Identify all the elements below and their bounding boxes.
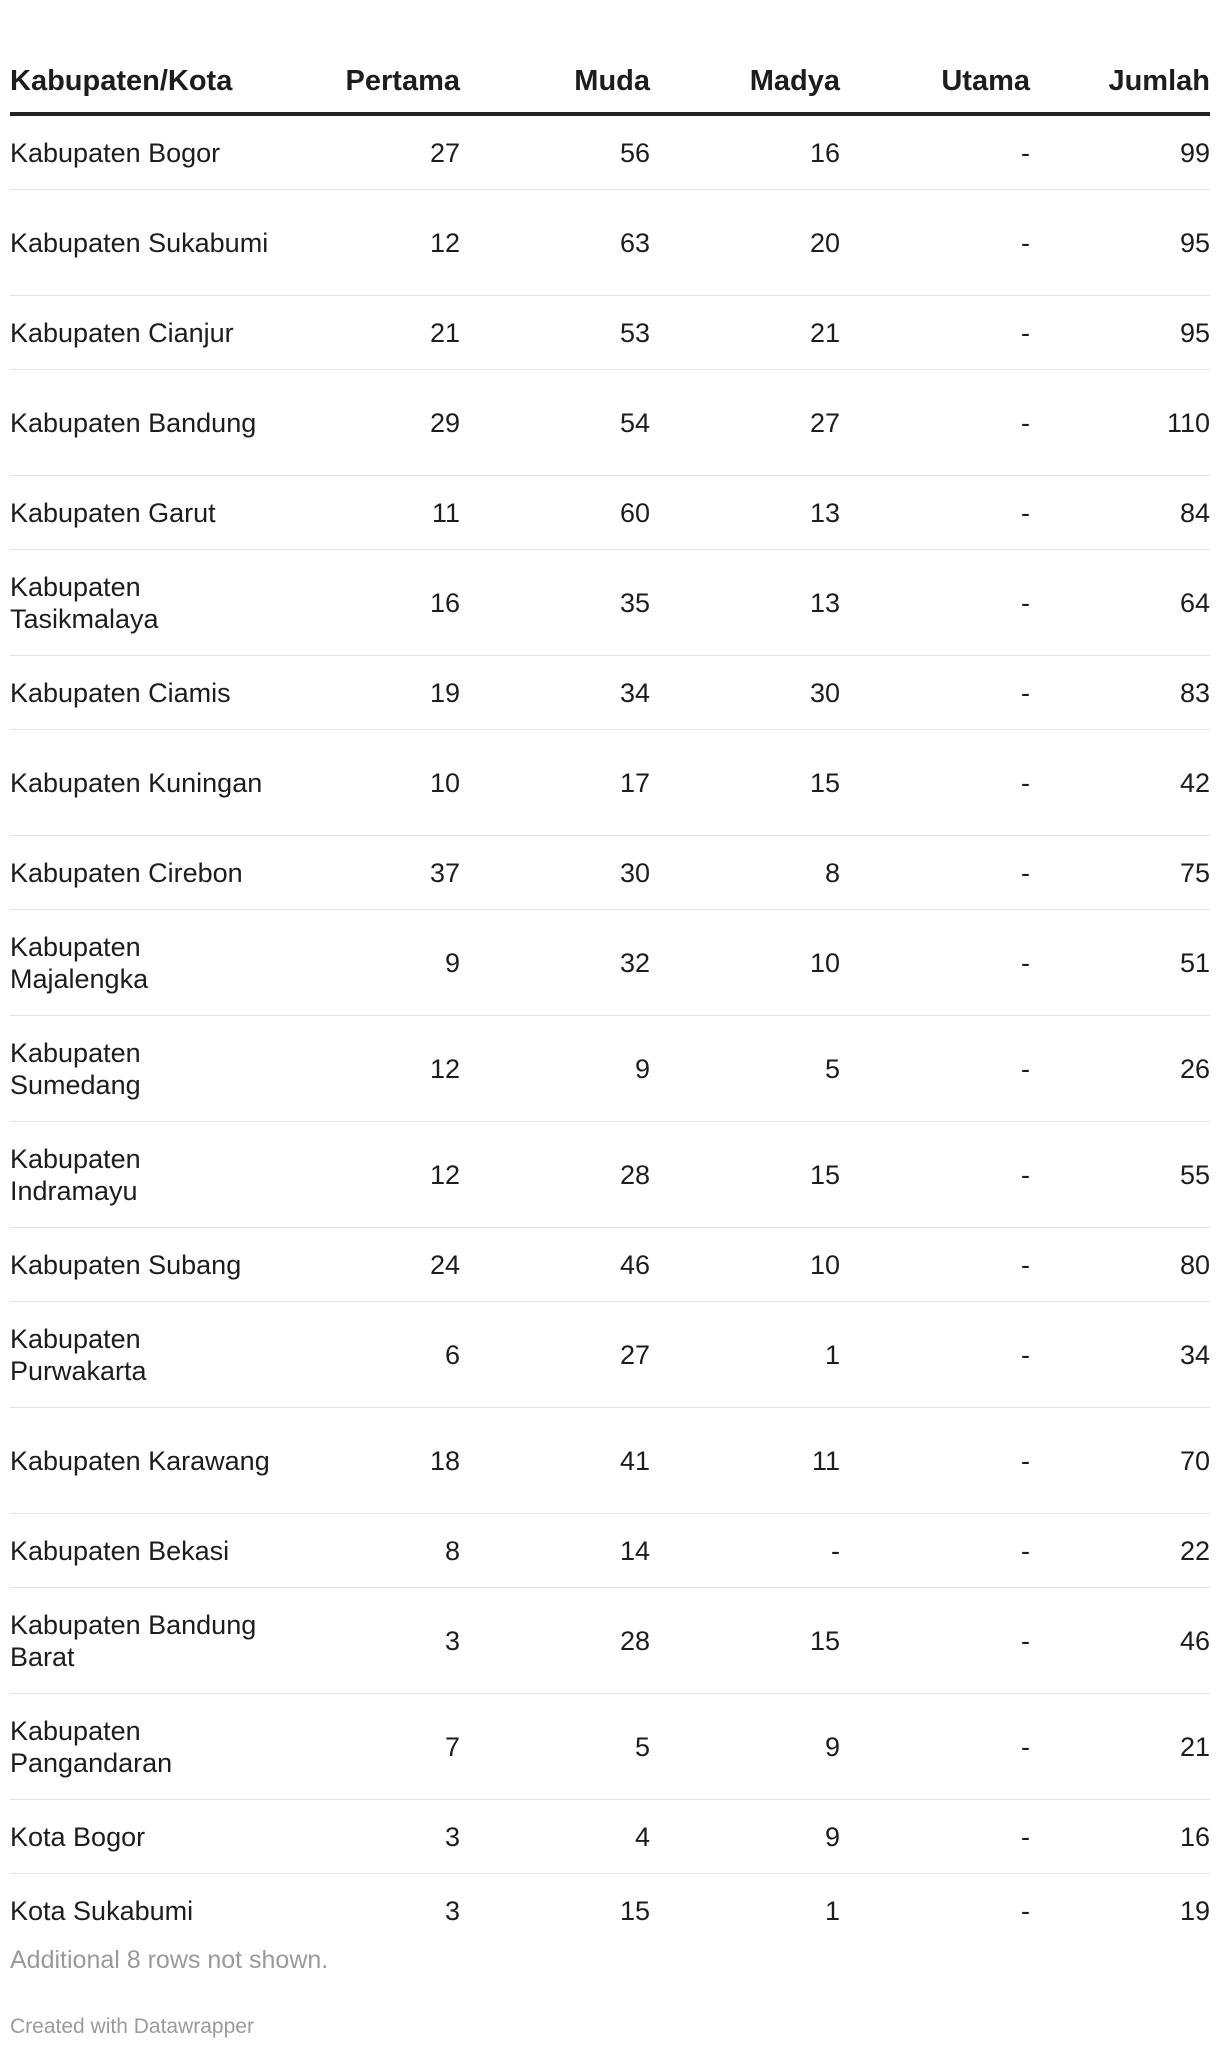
- cell-name: Kabupaten Indramayu: [10, 1122, 270, 1228]
- cell-madya: 20: [650, 190, 840, 296]
- cell-name: Kabupaten Bogor: [10, 114, 270, 190]
- cell-madya: 5: [650, 1016, 840, 1122]
- cell-name: Kabupaten Sumedang: [10, 1016, 270, 1122]
- table-row: [10, 190, 1210, 296]
- cell-jumlah: 110: [1030, 370, 1210, 476]
- cell-pertama: 7: [270, 1694, 460, 1800]
- cell-jumlah: 16: [1030, 1800, 1210, 1874]
- datawrapper-credit: Created with Datawrapper: [10, 2015, 254, 2038]
- data-table: [10, 0, 1210, 1947]
- cell-pertama: 27: [270, 114, 460, 190]
- column-header-kabupaten-kota[interactable]: Kabupaten/Kota: [10, 0, 270, 114]
- cell-utama: -: [840, 656, 1030, 730]
- cell-madya: -: [650, 1514, 840, 1588]
- cell-madya: 1: [650, 1302, 840, 1408]
- cell-name: Kabupaten Bandung: [10, 370, 270, 476]
- cell-pertama: 12: [270, 1122, 460, 1228]
- cell-jumlah: 19: [1179, 1895, 1210, 1926]
- cell-utama: -: [840, 370, 1030, 476]
- table-row: [10, 1302, 1210, 1408]
- cell-madya: 11: [650, 1408, 840, 1514]
- cell-utama: -: [840, 1588, 1030, 1694]
- cell-jumlah: 80: [1030, 1228, 1210, 1302]
- cell-utama: -: [840, 730, 1030, 836]
- cell-utama: -: [840, 476, 1030, 550]
- cell-name: Kabupaten Garut: [10, 476, 270, 550]
- cell-pertama: 10: [270, 730, 460, 836]
- cell-muda: 30: [460, 836, 650, 910]
- table-row: [10, 1122, 1210, 1228]
- cell-jumlah: 55: [1030, 1122, 1210, 1228]
- cell-name: Kabupaten Subang: [10, 1228, 270, 1302]
- cell-muda: 15: [619, 1895, 650, 1926]
- table-row: [10, 656, 1210, 730]
- cell-utama: -: [840, 550, 1030, 656]
- cell-name: Kabupaten Karawang: [10, 1408, 270, 1514]
- cell-pertama: 18: [270, 1408, 460, 1514]
- cell-muda: 27: [460, 1302, 650, 1408]
- cell-jumlah: 95: [1030, 296, 1210, 370]
- cell-madya: 8: [650, 836, 840, 910]
- cell-pertama: 19: [270, 656, 460, 730]
- cell-madya: 16: [650, 114, 840, 190]
- table-row: [10, 730, 1210, 836]
- cell-pertama: 16: [270, 550, 460, 656]
- table-row: [10, 1228, 1210, 1302]
- cell-muda: 56: [460, 114, 650, 190]
- cell-name: Kabupaten Pangandaran: [10, 1694, 270, 1800]
- cell-madya: 30: [650, 656, 840, 730]
- cell-utama: -: [840, 1228, 1030, 1302]
- cell-madya: 13: [650, 550, 840, 656]
- cell-name: Kabupaten Purwakarta: [10, 1302, 270, 1408]
- cell-name: Kabupaten Cianjur: [10, 296, 270, 370]
- table-row: [10, 836, 1210, 910]
- cell-madya: 15: [650, 730, 840, 836]
- cell-jumlah: 99: [1030, 114, 1210, 190]
- table-row: [10, 1800, 1210, 1874]
- cell-name: Kabupaten Sukabumi: [10, 190, 270, 296]
- cell-utama: -: [840, 1016, 1030, 1122]
- column-header-muda[interactable]: Muda: [460, 0, 650, 114]
- cell-utama: -: [840, 910, 1030, 1016]
- cell-madya: 9: [650, 1800, 840, 1874]
- rows-not-shown-note: Additional 8 rows not shown.: [10, 1946, 329, 1974]
- table-row: [10, 550, 1210, 656]
- cell-name: Kabupaten Majalengka: [10, 910, 270, 1016]
- cell-pertama: 8: [270, 1514, 460, 1588]
- cell-name: Kabupaten Cirebon: [10, 836, 270, 910]
- cell-pertama: 37: [270, 836, 460, 910]
- table-row: [10, 296, 1210, 370]
- cell-muda: 14: [460, 1514, 650, 1588]
- cell-muda: 53: [460, 296, 650, 370]
- cell-jumlah: 21: [1030, 1694, 1210, 1800]
- table-row: [10, 1874, 1210, 1948]
- cell-madya: 9: [650, 1694, 840, 1800]
- cell-muda: 32: [460, 910, 650, 1016]
- column-header-pertama[interactable]: Pertama: [270, 0, 460, 114]
- table-body: [10, 114, 1210, 1947]
- cell-utama: -: [840, 1694, 1030, 1800]
- cell-jumlah: 22: [1030, 1514, 1210, 1588]
- cell-muda: 28: [460, 1588, 650, 1694]
- cell-utama: -: [840, 1302, 1030, 1408]
- cell-utama: -: [840, 114, 1030, 190]
- cell-name: Kabupaten Bekasi: [10, 1514, 270, 1588]
- cell-jumlah: 64: [1030, 550, 1210, 656]
- cell-jumlah: 46: [1030, 1588, 1210, 1694]
- table-row: [10, 114, 1210, 190]
- cell-utama: -: [840, 296, 1030, 370]
- cell-pertama: 29: [270, 370, 460, 476]
- column-header-utama[interactable]: Utama: [840, 0, 1030, 114]
- cell-name: Kota Sukabumi: [10, 1895, 194, 1926]
- table-row: [10, 1514, 1210, 1588]
- table-row: [10, 1588, 1210, 1694]
- cell-pertama: 9: [270, 910, 460, 1016]
- cell-pertama: 24: [270, 1228, 460, 1302]
- cell-jumlah: 34: [1030, 1302, 1210, 1408]
- cell-jumlah: 51: [1030, 910, 1210, 1016]
- cell-utama: -: [840, 1122, 1030, 1228]
- cell-muda: 4: [460, 1800, 650, 1874]
- column-header-madya[interactable]: Madya: [650, 0, 840, 114]
- cell-jumlah: 42: [1030, 730, 1210, 836]
- cell-jumlah: 26: [1030, 1016, 1210, 1122]
- table-row: [10, 1016, 1210, 1122]
- cell-jumlah: 70: [1030, 1408, 1210, 1514]
- datawrapper-table-container: [10, 0, 1210, 1947]
- cell-pertama: 12: [270, 1016, 460, 1122]
- cell-pertama: 6: [270, 1302, 460, 1408]
- cell-pertama: 3: [270, 1588, 460, 1694]
- cell-name: Kabupaten Bandung Barat: [10, 1588, 270, 1694]
- table-row: [10, 476, 1210, 550]
- cell-name: Kota Bogor: [10, 1800, 270, 1874]
- cell-pertama: 21: [270, 296, 460, 370]
- table-row: [10, 370, 1210, 476]
- cell-madya: 10: [650, 1228, 840, 1302]
- cell-muda: 5: [460, 1694, 650, 1800]
- cell-muda: 9: [460, 1016, 650, 1122]
- cell-muda: 17: [460, 730, 650, 836]
- cell-muda: 28: [460, 1122, 650, 1228]
- cell-utama: -: [840, 1800, 1030, 1874]
- cell-utama: -: [840, 1514, 1030, 1588]
- cell-pertama: 3: [444, 1895, 460, 1926]
- cell-jumlah: 75: [1030, 836, 1210, 910]
- table-row: [10, 1694, 1210, 1800]
- cell-muda: 41: [460, 1408, 650, 1514]
- cell-utama: -: [840, 190, 1030, 296]
- table-row: [10, 910, 1210, 1016]
- cell-name: Kabupaten Tasikmalaya: [10, 550, 270, 656]
- cell-madya: 10: [650, 910, 840, 1016]
- cell-utama: -: [1021, 1895, 1030, 1926]
- cell-muda: 60: [460, 476, 650, 550]
- cell-madya: 21: [650, 296, 840, 370]
- cell-utama: -: [840, 1408, 1030, 1514]
- cell-jumlah: 83: [1030, 656, 1210, 730]
- cell-madya: 1: [824, 1895, 840, 1926]
- cell-muda: 54: [460, 370, 650, 476]
- cell-madya: 27: [650, 370, 840, 476]
- cell-name: Kabupaten Ciamis: [10, 656, 270, 730]
- table-header-row: [10, 0, 1210, 114]
- cell-muda: 34: [460, 656, 650, 730]
- cell-muda: 46: [460, 1228, 650, 1302]
- cell-muda: 35: [460, 550, 650, 656]
- cell-muda: 63: [460, 190, 650, 296]
- cell-jumlah: 84: [1030, 476, 1210, 550]
- cell-madya: 13: [650, 476, 840, 550]
- cell-madya: 15: [650, 1588, 840, 1694]
- cell-utama: -: [840, 836, 1030, 910]
- cell-pertama: 3: [270, 1800, 460, 1874]
- cell-pertama: 11: [270, 476, 460, 550]
- column-header-jumlah[interactable]: Jumlah: [1030, 0, 1210, 114]
- cell-jumlah: 95: [1030, 190, 1210, 296]
- cell-name: Kabupaten Kuningan: [10, 730, 270, 836]
- cell-pertama: 12: [270, 190, 460, 296]
- cell-madya: 15: [650, 1122, 840, 1228]
- table-row: [10, 1408, 1210, 1514]
